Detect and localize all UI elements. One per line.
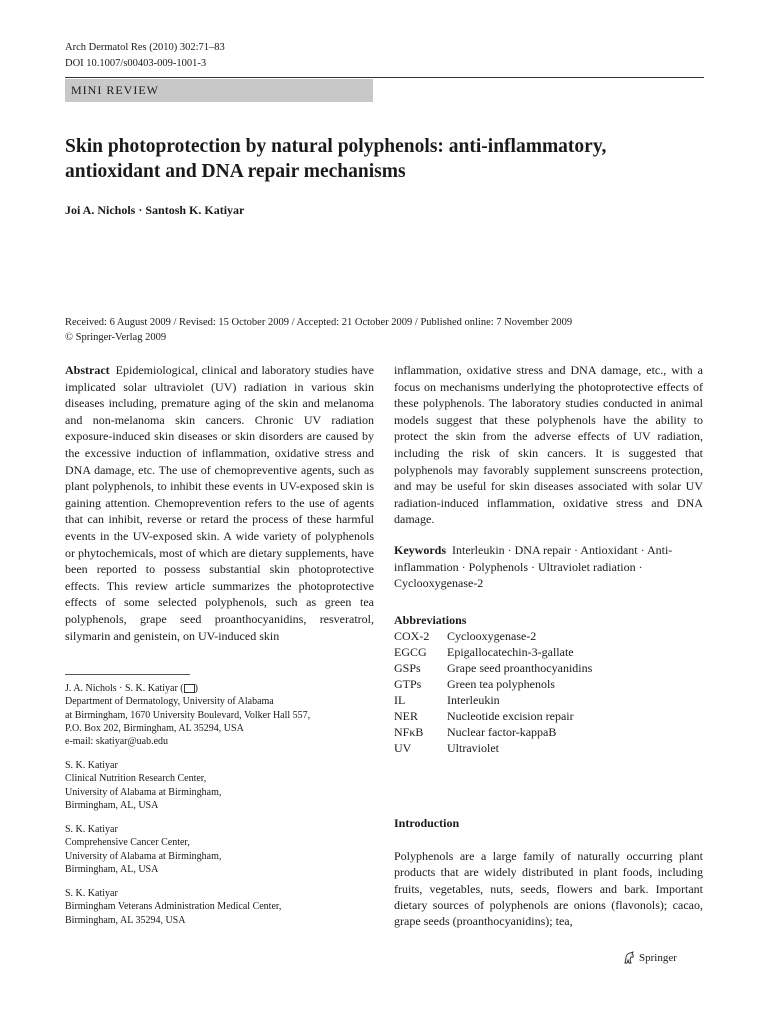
- affiliation-line: at Birmingham, 1670 University Boulevard, Volker Hall 557,: [65, 709, 311, 721]
- section-label: MINI REVIEW: [71, 83, 159, 97]
- affiliation-line: Birmingham, AL 35294, USA: [65, 914, 186, 926]
- abbreviation-row: [394, 692, 592, 708]
- abstract-label: Abstract: [65, 363, 110, 377]
- affiliation-block: [65, 823, 365, 876]
- affiliation-block: [65, 887, 365, 927]
- article-authors: Joi A. Nichols · Santosh K. Katiyar: [65, 203, 245, 217]
- affiliation-line: University of Alabama at Birmingham,: [65, 786, 222, 798]
- affiliation-line: S. K. Katiyar: [65, 824, 118, 835]
- introduction-heading: Introduction: [394, 816, 460, 830]
- abbreviation-row: [394, 644, 592, 660]
- affiliation-email[interactable]: e-mail: skatiyar@uab.edu: [65, 736, 169, 748]
- doi-line: DOI 10.1007/s00403-009-1001-3: [65, 58, 207, 69]
- affiliation-line: S. K. Katiyar: [65, 760, 118, 771]
- abbreviation-key: COX-2: [394, 629, 430, 643]
- header-rule: [65, 77, 704, 78]
- abbreviation-value: Epigallocatechin-3-gallate: [447, 645, 574, 659]
- copyright-line: © Springer-Verlag 2009: [65, 332, 167, 343]
- footnote-separator: [65, 674, 190, 675]
- abbreviation-row: [394, 660, 592, 676]
- affiliation-line: University of Alabama at Birmingham,: [65, 850, 222, 862]
- publisher-logo: [622, 951, 677, 965]
- abbreviation-row: [394, 740, 592, 756]
- abbreviation-row: [394, 676, 592, 692]
- affiliation-authors: J. A. Nichols · S. K. Katiyar ( ): [65, 683, 198, 694]
- journal-line: Arch Dermatol Res (2010) 302:71–83: [65, 42, 225, 53]
- affiliation-block: [65, 759, 365, 812]
- abbreviation-value: Interleukin: [447, 693, 500, 707]
- section-label-bar: [65, 79, 373, 102]
- keywords: [394, 542, 703, 592]
- affiliation-line: Birmingham Veterans Administration Medical Center,: [65, 901, 282, 913]
- publisher-name: Springer: [639, 952, 677, 964]
- keywords-label: Keywords: [394, 543, 446, 557]
- abbreviation-key: NER: [394, 709, 418, 723]
- abstract-text-1: Epidemiological, clinical and laboratory studies have implicated solar ultraviolet (UV) radiation in various skin diseases including, premature aging of the skin and melanoma and non-melanoma skin cancers. Chronic UV radiation exposure-induced skin diseases or skin disorders are caused by the excessive induction of inflammation, oxidative stress and DNA damage, etc. The use of chemopreventive agents, such as plant polyphenols, to inhibit these events in UV-exposed skin is gaining attention. Chemoprevention refers to the use of agents that can inhibit, reverse or retard the process of these harmful events in the UV-exposed skin. A wide variety of polyphenols or phytochemicals, most of which are dietary supplements, have been reported to possess substantial skin photoprotective effects. This review article summarizes the photoprotective effects of some selected polyphenols, such as green tea polyphenols, grape seed proanthocyanidins, resveratrol, silymarin and genistein, on UV-induced skin: [65, 363, 374, 643]
- keywords-text: Interleukin · DNA repair · Antioxidant · Anti-inflammation · Polyphenols · Ultraviolet radiation · Cyclooxygenase-2: [394, 543, 673, 591]
- affiliation-line: Clinical Nutrition Research Center,: [65, 773, 207, 785]
- affiliation-line: Comprehensive Cancer Center,: [65, 837, 190, 849]
- dates-line: Received: 6 August 2009 / Revised: 15 October 2009 / Accepted: 21 October 2009 / Published online: 7 November 2009: [65, 317, 573, 328]
- affiliation-line: Birmingham, AL, USA: [65, 863, 159, 875]
- affiliation-line: Department of Dermatology, University of Alabama: [65, 696, 274, 708]
- envelope-icon: [184, 684, 195, 693]
- affiliation-line: P.O. Box 202, Birmingham, AL 35294, USA: [65, 722, 244, 734]
- springer-horse-icon: [622, 951, 636, 965]
- abbreviation-value: Grape seed proanthocyanidins: [447, 661, 593, 675]
- introduction-text: Polyphenols are a large family of naturally occurring plant products that are widely distributed in plant foods, including fruits, vegetables, nuts, seeds, flowers and bark. Important dietary sources of polyphenols are onions (flavonols); cacao, grape seeds (proanthocyanidins); tea,: [394, 849, 703, 929]
- abstract-part2: inflammation, oxidative stress and DNA damage, etc., with a focus on mechanisms underlying the photoprotective effects of these polyphenols. The laboratory studies conducted in animal models suggest that these polyphenols have the ability to protect the skin from the adverse effects of UV radiation, including the risk of skin cancers. It is suggested that polyphenols may favorably supplement sunscreens protection, and may be useful for skin diseases associated with solar UV radiation-induced inflammation, oxidative stress and DNA damage.: [394, 363, 703, 527]
- abbreviation-row: [394, 628, 592, 644]
- abstract-part1: [65, 362, 374, 644]
- abbreviation-row: [394, 724, 592, 740]
- abbreviation-value: Cyclooxygenase-2: [447, 629, 537, 643]
- journal-citation: [65, 40, 225, 72]
- abbreviation-key: GSPs: [394, 661, 421, 675]
- article-title: Skin photoprotection by natural polyphenols: anti-inflammatory, antioxidant and DNA repair mechanisms: [65, 136, 607, 182]
- article-dates: [65, 315, 725, 345]
- abbreviation-value: Nuclear factor-kappaB: [447, 725, 557, 739]
- abbreviation-key: GTPs: [394, 677, 422, 691]
- abbreviation-key: NFκB: [394, 725, 424, 739]
- abbreviation-key: EGCG: [394, 645, 427, 659]
- abbreviation-key: IL: [394, 693, 406, 707]
- abbreviation-value: Green tea polyphenols: [447, 677, 555, 691]
- affiliation-line: Birmingham, AL, USA: [65, 799, 159, 811]
- abbreviation-value: Ultraviolet: [447, 741, 499, 755]
- affiliation-block: [65, 682, 365, 748]
- abbreviations-title: Abbreviations: [394, 613, 467, 627]
- affiliation-line: J. A. Nichols · S. K. Katiyar: [65, 683, 178, 694]
- abbreviations-list: [394, 628, 592, 756]
- affiliation-line: S. K. Katiyar: [65, 888, 118, 899]
- abbreviation-key: UV: [394, 741, 412, 755]
- abbreviation-value: Nucleotide excision repair: [447, 709, 574, 723]
- abbreviation-row: [394, 708, 592, 724]
